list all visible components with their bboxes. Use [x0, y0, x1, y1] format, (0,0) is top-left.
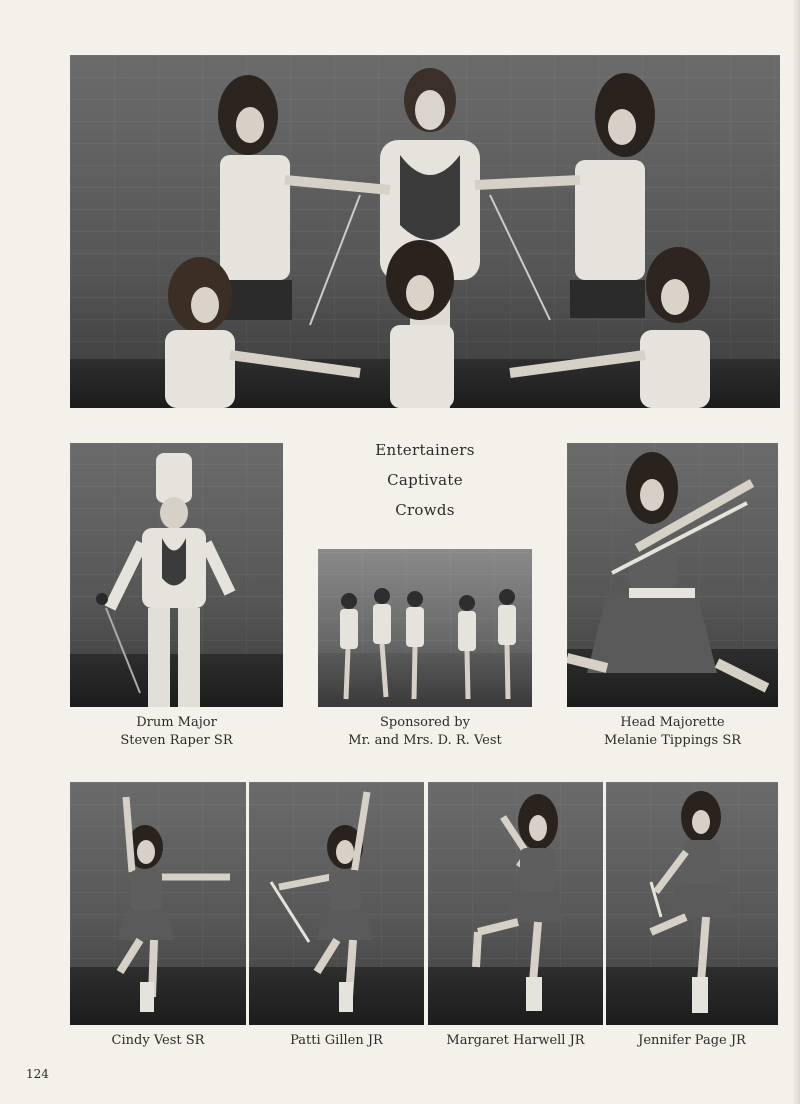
sponsor-title: Sponsored by	[380, 715, 470, 730]
sponsor-name: Mr. and Mrs. D. R. Vest	[348, 733, 502, 748]
sponsor-caption	[300, 714, 550, 750]
majorette-photo-4	[606, 782, 778, 1025]
page-number: 124	[26, 1067, 49, 1081]
group-photo-figures	[70, 55, 780, 408]
caption-majorette-2: Patti Gillen JR	[290, 1033, 383, 1048]
majorette-photo-1	[70, 782, 246, 1025]
caption-majorette-3: Margaret Harwell JR	[446, 1033, 585, 1048]
head-majorette-name: Melanie Tippings SR	[603, 733, 742, 748]
drum-major-name: Steven Raper SR	[120, 733, 233, 748]
sponsor-photo	[318, 549, 532, 707]
heading-line-1: Entertainers	[375, 441, 475, 459]
heading-line-3: Crowds	[395, 501, 455, 519]
head-majorette-photo	[567, 443, 778, 707]
drum-major-figure	[70, 443, 283, 707]
group-photo	[70, 55, 780, 408]
majorette-figure-2	[249, 782, 424, 1025]
head-majorette-caption	[567, 714, 778, 750]
majorette-figure-1	[70, 782, 246, 1025]
majorette-figure-3	[428, 782, 603, 1025]
head-majorette-figure	[567, 443, 778, 707]
caption-majorette-4: Jennifer Page JR	[638, 1033, 746, 1048]
sponsor-figures	[318, 549, 532, 707]
drum-major-photo	[70, 443, 283, 707]
heading-line-2: Captivate	[387, 471, 463, 489]
caption-majorette-1: Cindy Vest SR	[111, 1033, 205, 1048]
majorette-photo-2	[249, 782, 424, 1025]
head-majorette-title: Head Majorette	[620, 715, 725, 730]
page-edge	[792, 0, 800, 1104]
drum-major-caption	[70, 714, 283, 750]
majorette-photo-3	[428, 782, 603, 1025]
drum-major-title: Drum Major	[136, 715, 217, 730]
majorette-figure-4	[606, 782, 778, 1025]
